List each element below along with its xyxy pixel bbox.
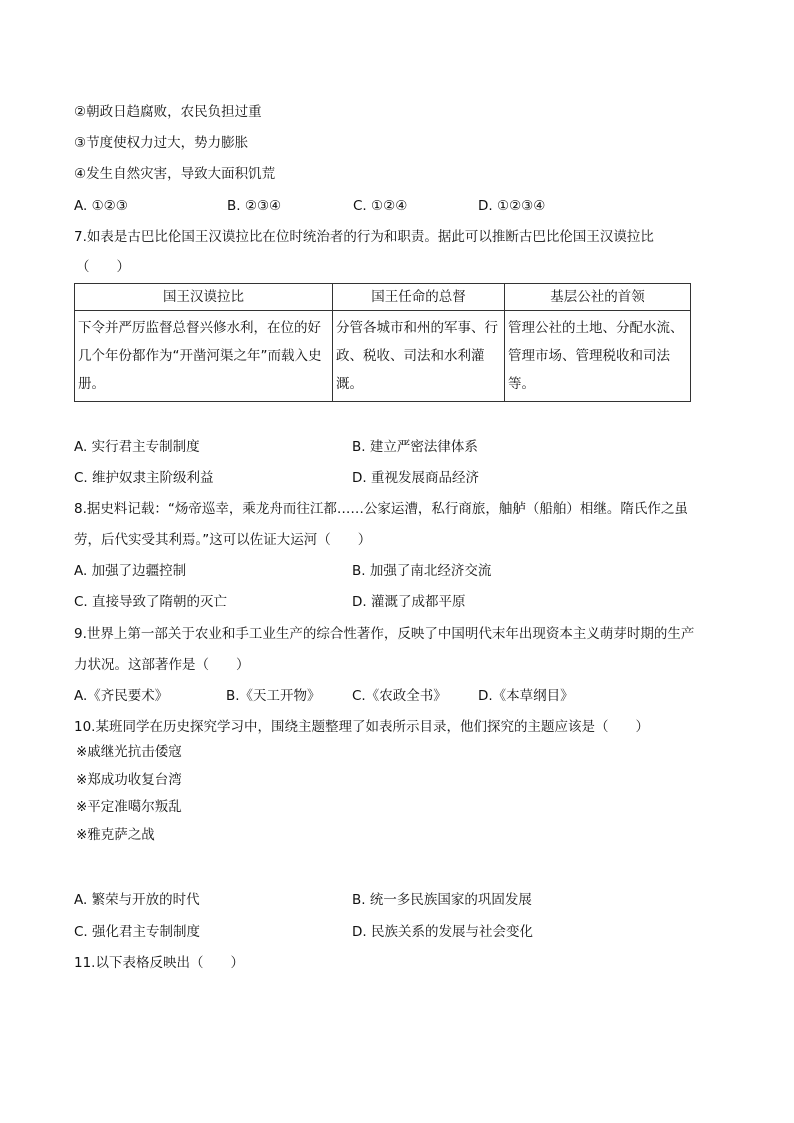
table-cell: 分管各城市和州的军事、行政、税收、司法和水利灌溉。 — [333, 311, 505, 402]
table-header-row — [75, 284, 691, 311]
q8-option-a[interactable]: A. 加强了边疆控制 — [74, 563, 187, 579]
q6-option-a[interactable]: A. ①②③ — [74, 198, 128, 214]
table-row — [75, 311, 691, 402]
q10-list-item: ※雅克萨之战 — [76, 827, 155, 843]
table-cell: 管理公社的土地、分配水流、管理市场、管理税收和司法等。 — [505, 311, 691, 402]
q7-option-a[interactable]: A. 实行君主专制制度 — [74, 439, 200, 455]
q6-option-d[interactable]: D. ①②③④ — [478, 198, 546, 214]
q10-list-item: ※戚继光抗击倭寇 — [76, 744, 182, 760]
q6-option-c[interactable]: C. ①②④ — [353, 198, 408, 214]
table-cell: 下令并严厉监督总督兴修水利，在位的好几个年份都作为“开凿河渠之年”而载入史册。 — [75, 311, 333, 402]
q9-option-c[interactable]: C.《农政全书》 — [352, 688, 447, 704]
q7-answer-blank: （ ） — [76, 259, 130, 275]
q9-stem-line2: 力状况。这部著作是（ ） — [74, 657, 250, 673]
q10-option-a[interactable]: A. 繁荣与开放的时代 — [74, 892, 200, 908]
q7-table — [74, 283, 691, 402]
q11-stem: 11.以下表格反映出（ ） — [74, 955, 244, 971]
q9-option-a[interactable]: A.《齐民要术》 — [74, 688, 169, 704]
q10-option-c[interactable]: C. 强化君主专制制度 — [74, 924, 201, 940]
q6-item-2: ②朝政日趋腐败，农民负担过重 — [74, 104, 262, 120]
q10-option-d[interactable]: D. 民族关系的发展与社会变化 — [352, 924, 533, 940]
q6-option-b[interactable]: B. ②③④ — [227, 198, 282, 214]
q9-option-d[interactable]: D.《本草纲目》 — [478, 688, 574, 704]
q7-option-b[interactable]: B. 建立严密法律体系 — [352, 439, 478, 455]
q8-option-d[interactable]: D. 灌溉了成都平原 — [352, 594, 466, 610]
table-header-cell: 基层公社的首领 — [505, 284, 691, 311]
q7-option-c[interactable]: C. 维护奴隶主阶级利益 — [74, 470, 214, 486]
q6-item-3: ③节度使权力过大，势力膨胀 — [74, 135, 249, 151]
q8-option-b[interactable]: B. 加强了南北经济交流 — [352, 563, 492, 579]
q7-option-d[interactable]: D. 重视发展商品经济 — [352, 470, 479, 486]
q8-option-c[interactable]: C. 直接导致了隋朝的灭亡 — [74, 594, 228, 610]
q9-stem-line1: 9.世界上第一部关于农业和手工业生产的综合性著作，反映了中国明代末年出现资本主义萌芽时期的生产 — [74, 626, 695, 642]
q8-stem-line2: 劳，后代实受其利焉。”这可以佐证大运河（ ） — [74, 532, 372, 548]
q7-stem: 7.如表是古巴比伦国王汉谟拉比在位时统治者的行为和职责。据此可以推断古巴比伦国王汉谟拉比 — [74, 229, 654, 245]
table-header-cell: 国王任命的总督 — [333, 284, 505, 311]
q10-stem: 10.某班同学在历史探究学习中，围绕主题整理了如表所示目录，他们探究的主题应该是（ ） — [74, 719, 649, 735]
table-header-cell: 国王汉谟拉比 — [75, 284, 333, 311]
q9-option-b[interactable]: B.《天工开物》 — [226, 688, 321, 704]
q8-stem-line1: 8.据史料记载：“炀帝巡幸，乘龙舟而往江都……公家运漕，私行商旅，舳舻（船舶）相继。隋氏作之虽 — [74, 501, 688, 517]
q10-list-item: ※平定准噶尔叛乱 — [76, 799, 182, 815]
q6-item-4: ④发生自然灾害，导致大面积饥荒 — [74, 166, 276, 182]
q10-list-item: ※郑成功收复台湾 — [76, 772, 182, 788]
q10-option-b[interactable]: B. 统一多民族国家的巩固发展 — [352, 892, 532, 908]
